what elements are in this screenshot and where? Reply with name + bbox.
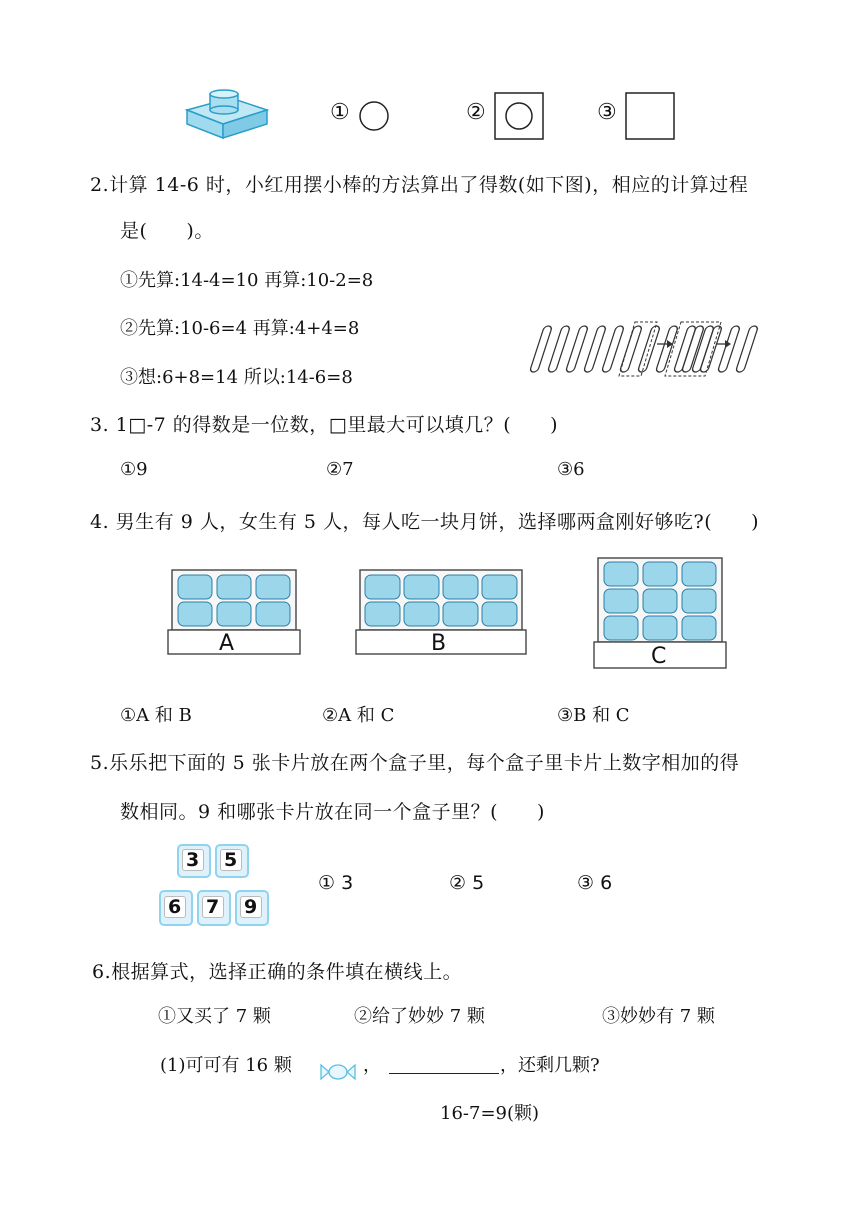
square-view-icon	[624, 91, 676, 141]
card-6: 6	[159, 890, 193, 926]
q1-option-2-marker[interactable]: ②	[466, 100, 486, 125]
q4-stem: 4. 男生有 9 人，女生有 5 人，每人吃一块月饼，选择哪两盒刚好够吃?( )	[90, 511, 760, 533]
card-7: 7	[197, 890, 231, 926]
q3-option-1[interactable]: ①9	[120, 459, 148, 480]
q5-option-2[interactable]: ② 5	[449, 872, 485, 894]
q6-sub1-prefix: (1)可可有 16 颗	[160, 1055, 292, 1076]
q1-option-3-marker[interactable]: ③	[597, 100, 617, 125]
card-9: 9	[235, 890, 269, 926]
candy-icon	[318, 1060, 358, 1084]
q2-option-1[interactable]: ①先算:14-4=10 再算:10-2=8	[120, 270, 374, 291]
number-cards	[157, 838, 275, 930]
q2-stem-line2: 是( )。	[120, 220, 214, 242]
circle-view-icon	[357, 99, 391, 133]
q6-sub1-blank[interactable]	[389, 1073, 499, 1074]
mooncake-box-a	[166, 568, 306, 658]
q6-sub1-suffix: ，还剩几颗?	[500, 1055, 600, 1076]
q5-option-3[interactable]: ③ 6	[577, 872, 613, 894]
q6-equation: 16-7=9(颗)	[440, 1103, 540, 1124]
q6-choice-2[interactable]: ②给了妙妙 7 颗	[354, 1006, 485, 1027]
q3-option-3[interactable]: ③6	[557, 459, 585, 480]
q5-option-1[interactable]: ① 3	[318, 872, 354, 894]
card-3: 3	[177, 844, 211, 878]
solid-figure-icon	[183, 84, 273, 144]
box-b-label: B	[431, 631, 447, 656]
q6-choice-3[interactable]: ③妙妙有 7 颗	[602, 1006, 715, 1027]
q4-option-1[interactable]: ①A 和 B	[120, 705, 192, 726]
q6-stem: 6.根据算式，选择正确的条件填在横线上。	[92, 961, 463, 983]
q5-stem-line2: 数相同。9 和哪张卡片放在同一个盒子里？( )	[120, 801, 545, 823]
q6-sub1-comma: ，	[363, 1055, 381, 1076]
square-with-circle-view-icon	[493, 91, 545, 141]
q2-option-2[interactable]: ②先算:10-6=4 再算:4+4=8	[120, 318, 360, 339]
q3-stem: 3. 1□-7 的得数是一位数，□里最大可以填几？( )	[90, 414, 559, 436]
q6-choice-1[interactable]: ①又买了 7 颗	[158, 1006, 271, 1027]
q4-option-2[interactable]: ②A 和 C	[322, 705, 395, 726]
q2-stem-line1: 2.计算 14-6 时，小红用摆小棒的方法算出了得数(如下图)，相应的计算过程	[90, 174, 749, 196]
q2-option-3[interactable]: ③想:6+8=14 所以:14-6=8	[120, 367, 353, 388]
q5-stem-line1: 5.乐乐把下面的 5 张卡片放在两个盒子里，每个盒子里卡片上数字相加的得	[90, 752, 740, 774]
sticks-figure-icon	[545, 318, 735, 378]
card-5: 5	[215, 844, 249, 878]
box-c-label: C	[651, 644, 667, 669]
q4-option-3[interactable]: ③B 和 C	[557, 705, 630, 726]
box-a-label: A	[219, 631, 235, 656]
q1-option-1-marker[interactable]: ①	[330, 100, 350, 125]
q3-option-2[interactable]: ②7	[326, 459, 354, 480]
